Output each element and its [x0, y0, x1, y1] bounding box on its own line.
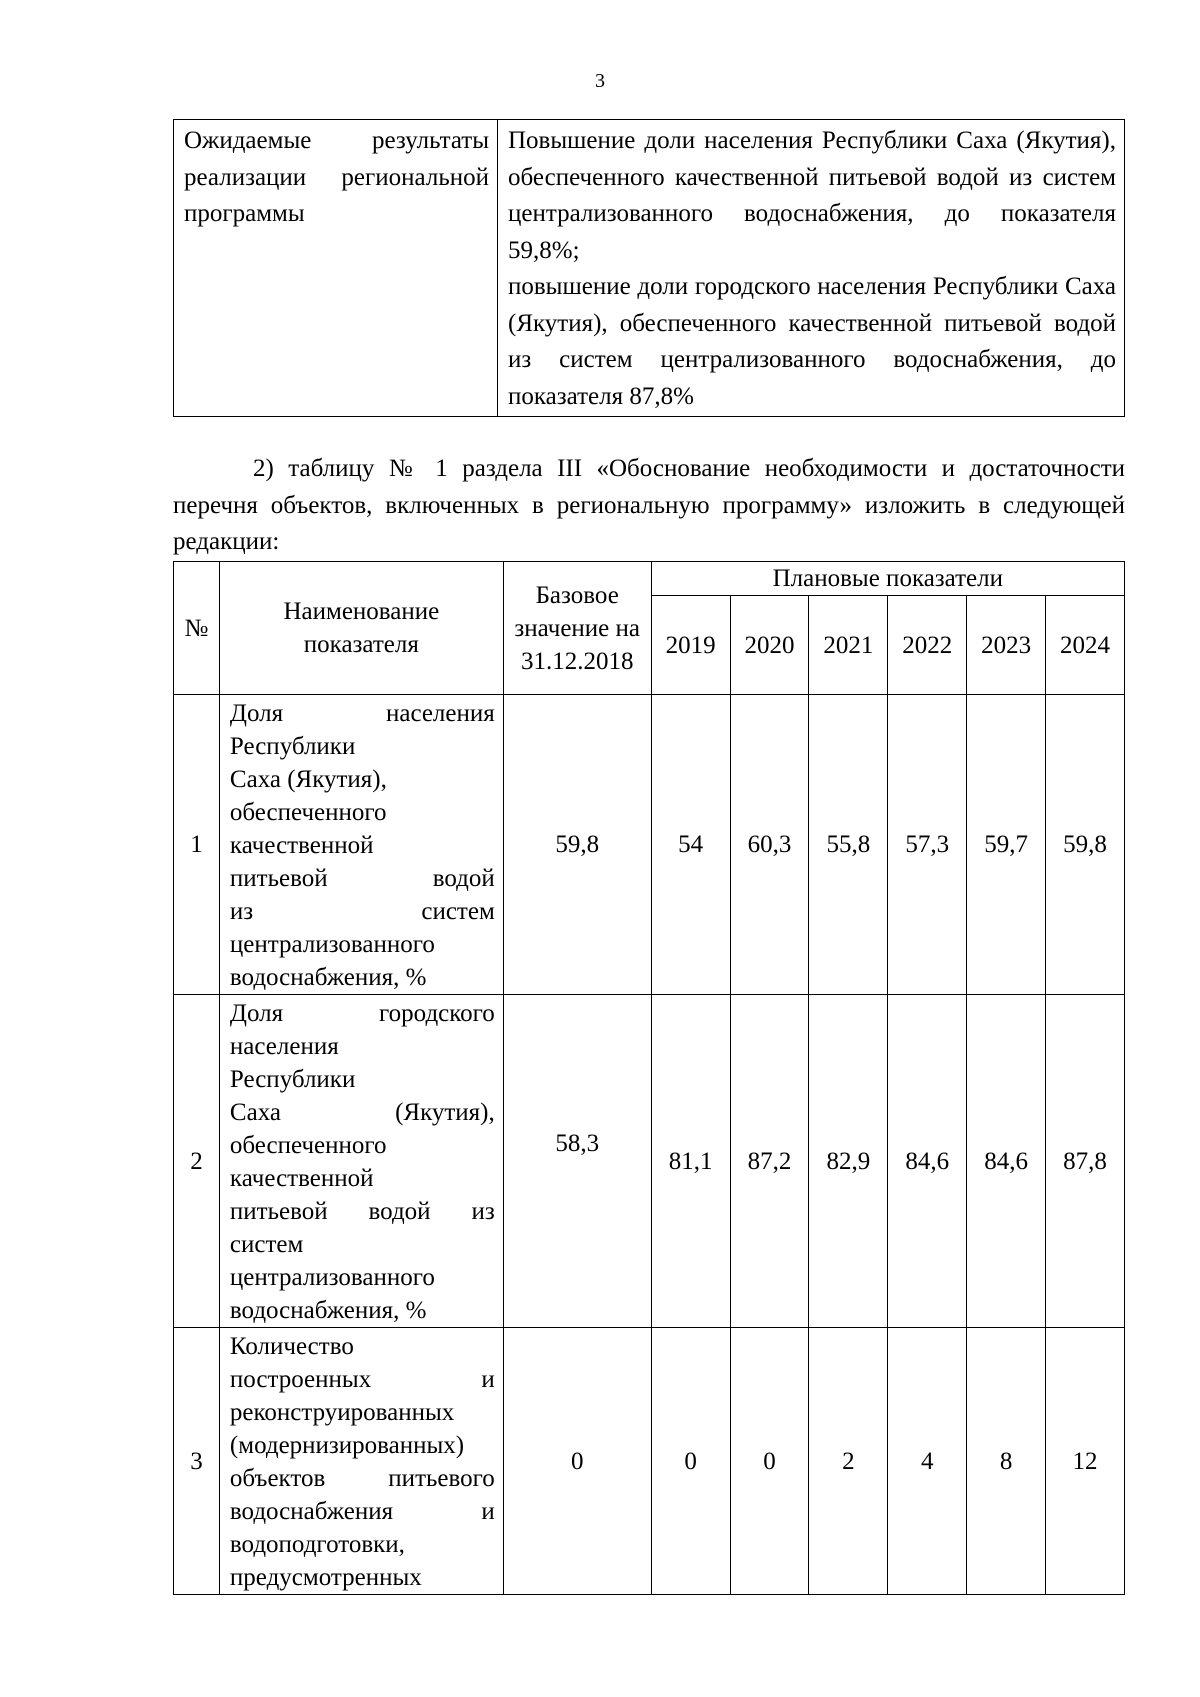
row-name-line: Саха (Якутия), [229, 766, 387, 793]
header-name: Наименование показателя [219, 562, 503, 695]
row-number: 2 [174, 995, 220, 1328]
row-name-line: Количество [229, 1333, 354, 1360]
header-year: 2021 [809, 596, 888, 695]
row-base-value: 0 [503, 1328, 651, 1595]
row-number: 3 [174, 1328, 220, 1595]
row-name [219, 1328, 503, 1595]
row-planned-value: 57,3 [888, 695, 967, 995]
passport-value-paragraph: Повышение доли населения Республики Саха (Якутия), обеспеченного качественной питьевой водой из систем централизованного водоснабжения, до показателя 59,8%; [508, 127, 1116, 264]
row-planned-value: 55,8 [809, 695, 888, 995]
row-name-line: Доля населения [229, 700, 495, 727]
row-name-line: Доля городского [229, 1000, 495, 1027]
table-row [174, 995, 1125, 1328]
row-name-line: централизованного [229, 1264, 435, 1291]
row-planned-value: 59,8 [1046, 695, 1125, 995]
row-planned-value: 82,9 [809, 995, 888, 1328]
table-row [174, 1328, 1125, 1595]
passport-value [498, 120, 1125, 417]
header-year: 2022 [888, 596, 967, 695]
row-name-line: объектов питьевого [229, 1465, 495, 1492]
row-name-line: водоснабжения, % [229, 1297, 427, 1324]
row-planned-value: 0 [730, 1328, 809, 1595]
header-year: 2020 [730, 596, 809, 695]
header-base: Базовое значение на 31.12.2018 [503, 562, 651, 695]
passport-row-expected-results [174, 120, 1125, 417]
page-number: 3 [595, 70, 605, 92]
row-planned-value: 87,2 [730, 995, 809, 1328]
table-row [174, 695, 1125, 995]
header-year: 2024 [1046, 596, 1125, 695]
row-planned-value: 84,6 [888, 995, 967, 1328]
row-name-line: (модернизированных) [229, 1432, 465, 1459]
row-name-line: Республики [229, 733, 356, 760]
row-name-line: из систем [229, 898, 495, 925]
program-passport-table [173, 119, 1125, 417]
row-planned-value: 84,6 [967, 995, 1046, 1328]
row-name-line: населения [229, 1033, 339, 1060]
row-name-line: водоснабжения и [229, 1498, 495, 1525]
row-base-value: 59,8 [503, 695, 651, 995]
row-number: 1 [174, 695, 220, 995]
row-name-line: обеспеченного [229, 1132, 387, 1159]
passport-label: Ожидаемые результаты реализации региональной программы [174, 120, 498, 417]
row-name-line: водоснабжения, % [229, 964, 427, 991]
row-name-line: построенных и [229, 1366, 495, 1393]
header-number: № [174, 562, 220, 695]
header-planned: Плановые показатели [651, 562, 1124, 596]
row-name-line: питьевой водой [229, 865, 495, 892]
row-name-line: питьевой водой из [229, 1198, 495, 1225]
row-planned-value: 8 [967, 1328, 1046, 1595]
row-name-line: обеспеченного [229, 799, 387, 826]
row-planned-value: 4 [888, 1328, 967, 1595]
row-name-line: Республики [229, 1066, 356, 1093]
row-name-line: качественной [229, 1165, 374, 1192]
row-planned-value: 60,3 [730, 695, 809, 995]
header-row [174, 562, 1125, 596]
row-planned-value: 0 [651, 1328, 730, 1595]
row-name-line: систем [229, 1231, 304, 1258]
header-year: 2023 [967, 596, 1046, 695]
row-name [219, 995, 503, 1328]
row-name-line: реконструированных [229, 1399, 455, 1426]
row-name-line: централизованного [229, 931, 435, 958]
header-year: 2019 [651, 596, 730, 695]
row-planned-value: 12 [1046, 1328, 1125, 1595]
row-planned-value: 2 [809, 1328, 888, 1595]
row-name-line: Саха (Якутия), [229, 1099, 495, 1126]
row-planned-value: 87,8 [1046, 995, 1125, 1328]
row-name [219, 695, 503, 995]
row-name-line: предусмотренных [229, 1564, 422, 1591]
row-base-value: 58,3 [503, 995, 651, 1328]
indicators-table [173, 561, 1125, 1595]
row-planned-value: 59,7 [967, 695, 1046, 995]
instruction-paragraph: 2) таблицу № 1 раздела III «Обоснование необходимости и достаточности перечня объектов, включенных в региональную программу» изложить в следующей редакции: [173, 455, 1125, 555]
passport-value-paragraph: повышение доли городского населения Республики Саха (Якутия), обеспеченного качественной питьевой водой из систем централизованного водоснабжения, до показателя 87,8% [508, 273, 1116, 410]
row-planned-value: 81,1 [651, 995, 730, 1328]
row-name-line: водоподготовки, [229, 1531, 405, 1558]
row-planned-value: 54 [651, 695, 730, 995]
row-name-line: качественной [229, 832, 374, 859]
